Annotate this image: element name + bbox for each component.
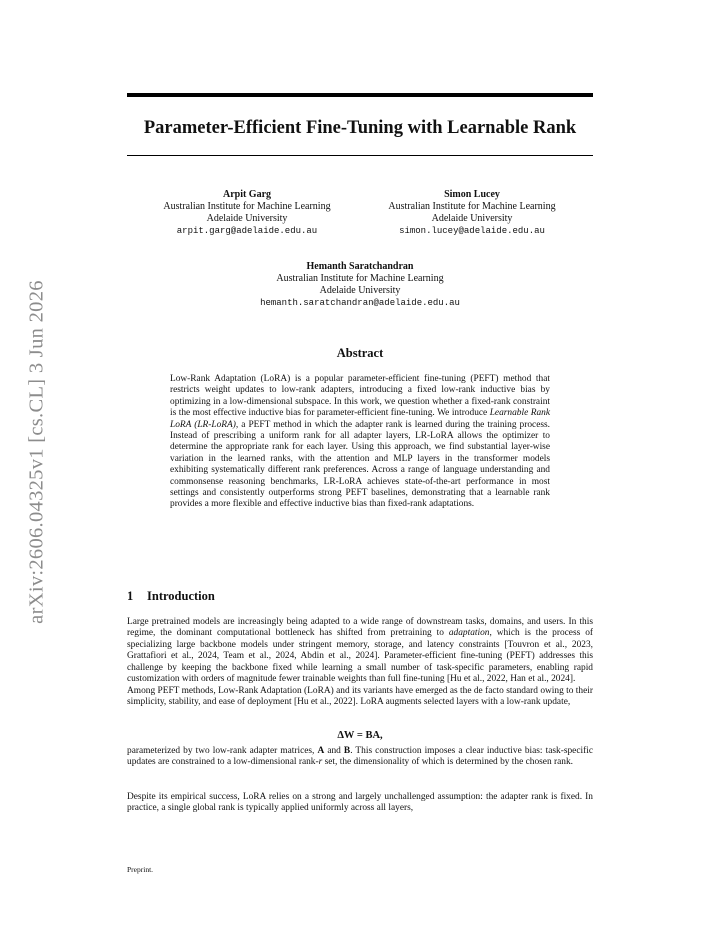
- title-top-rule: [127, 93, 593, 97]
- author-email: arpit.garg@adelaide.edu.au: [176, 226, 318, 236]
- intro-paragraph-2: [127, 686, 593, 709]
- text-run: Among PEFT methods, Low-Rank Adaptation (LoRA) and its variants have emerged as the de facto standard owing to their simplicity, stability, and ease of deployment [Hu et al., 2022]. LoRA augments selected layers with a low-rank update,: [127, 686, 593, 708]
- matrix-b: B: [343, 746, 351, 756]
- text-run: , which is the process of specializing large backbone models under stringent memory, storage, and latency constraints [Touvron et al., 2023, Grattafiori et al., 2024, Team et al., 2024, Abdin et al., 2024]. Parameter-efficient fine-tuning (PEFT) addresses this challenge by keeping the backbone fixed while learning a small number of task-specific parameters, enabling rapid customization with orders of magnitude fewer trainable weights than full fine-tuning [Hu et al., 2022, Han et al., 2024].: [127, 628, 594, 685]
- author-affiliation: Australian Institute for Machine Learning: [163, 201, 331, 212]
- author-block-2: [372, 189, 572, 237]
- matrix-a: A: [317, 746, 325, 756]
- author-university: Adelaide University: [319, 285, 401, 296]
- section-title: Introduction: [147, 589, 215, 603]
- author-university: Adelaide University: [431, 213, 513, 224]
- section-heading-introduction: [127, 588, 215, 604]
- author-university: Adelaide University: [206, 213, 288, 224]
- abstract-part-2: , a PEFT method in which the adapter rank is learned during the training process. Instead of prescribing a uniform rank for all adapter layers, LR-LoRA allows the optimizer to determine the appropriate rank for each layer. Using this approach, we find substantial layer-wise variation in the learned ranks, with the attention and MLP layers in the transformer models exhibiting systematically different rank preferences. Across a range of language understanding and commonsense reasoning benchmarks, LR-LoRA achieves state-of-the-art performance in most settings and consistently outperforms strong PEFT baselines, demonstrating that a learnable rank provides a more flexible and effective inductive bias than fixed-rank adaptations.: [170, 419, 550, 510]
- author-name: Simon Lucey: [444, 189, 500, 200]
- author-block-3: [230, 261, 490, 309]
- section-number: 1: [127, 589, 134, 603]
- text-run: Large pretrained models are increasingly being adapted to a wide range of downstream tasks, domains, and users. In this regime, the dominant computational bottleneck has shifted from pretraining to: [127, 617, 593, 639]
- author-affiliation: Australian Institute for Machine Learning: [276, 273, 444, 284]
- text-run: set, the dimensionality of which is determined by the chosen rank.: [322, 757, 573, 768]
- title-bottom-rule: [127, 155, 593, 156]
- equation-text: ΔW = BA,: [337, 730, 383, 741]
- author-block-1: [147, 189, 347, 237]
- equation-lora-update: [127, 729, 593, 742]
- abstract-heading: Abstract: [336, 346, 384, 360]
- rank-symbol: r: [318, 757, 323, 768]
- intro-paragraph-1: [127, 617, 593, 685]
- abstract-text: [170, 374, 550, 511]
- author-affiliation: Australian Institute for Machine Learning: [388, 201, 556, 212]
- paper-title: Parameter-Efficient Fine-Tuning with Learnable Rank: [143, 118, 577, 138]
- intro-paragraph-4: [127, 792, 593, 815]
- text-run: and: [324, 746, 344, 756]
- author-email: simon.lucey@adelaide.edu.au: [399, 226, 545, 236]
- abstract-part-1: Low-Rank Adaptation (LoRA) is a popular parameter-efficient fine-tuning (PEFT) method that restricts weight updates to low-rank adapters, introducing a fixed low-rank inductive bias by optimizing in a low-dimensional subspace. In this work, we question whether a fixed-rank constraint is the most effective inductive bias for parameter-efficient fine-tuning. We introduce: [170, 374, 550, 419]
- arxiv-identifier-text: arXiv:2606.04325v1 [cs.CL] 3 Jun 2026: [25, 280, 48, 624]
- text-run: parameterized by two low-rank adapter matrices,: [127, 746, 318, 756]
- text-run: . This construction imposes a clear inductive bias: task-specific updates are constrained to a low-dimensional rank-: [127, 746, 593, 768]
- author-name: Arpit Garg: [222, 189, 272, 200]
- author-email: hemanth.saratchandran@adelaide.edu.au: [260, 298, 460, 308]
- author-name: Hemanth Saratchandran: [306, 261, 414, 272]
- text-run: Despite its empirical success, LoRA relies on a strong and largely unchallenged assumption: the adapter rank is fixed. In practice, a single global rank is typically applied uniformly across all layers,: [127, 792, 593, 814]
- preprint-footer: Preprint.: [127, 865, 154, 874]
- method-name: Learnable Rank LoRA (LR-LoRA): [170, 408, 550, 430]
- emphasis-adaptation: adaptation: [448, 628, 490, 639]
- intro-paragraph-3: [127, 746, 593, 769]
